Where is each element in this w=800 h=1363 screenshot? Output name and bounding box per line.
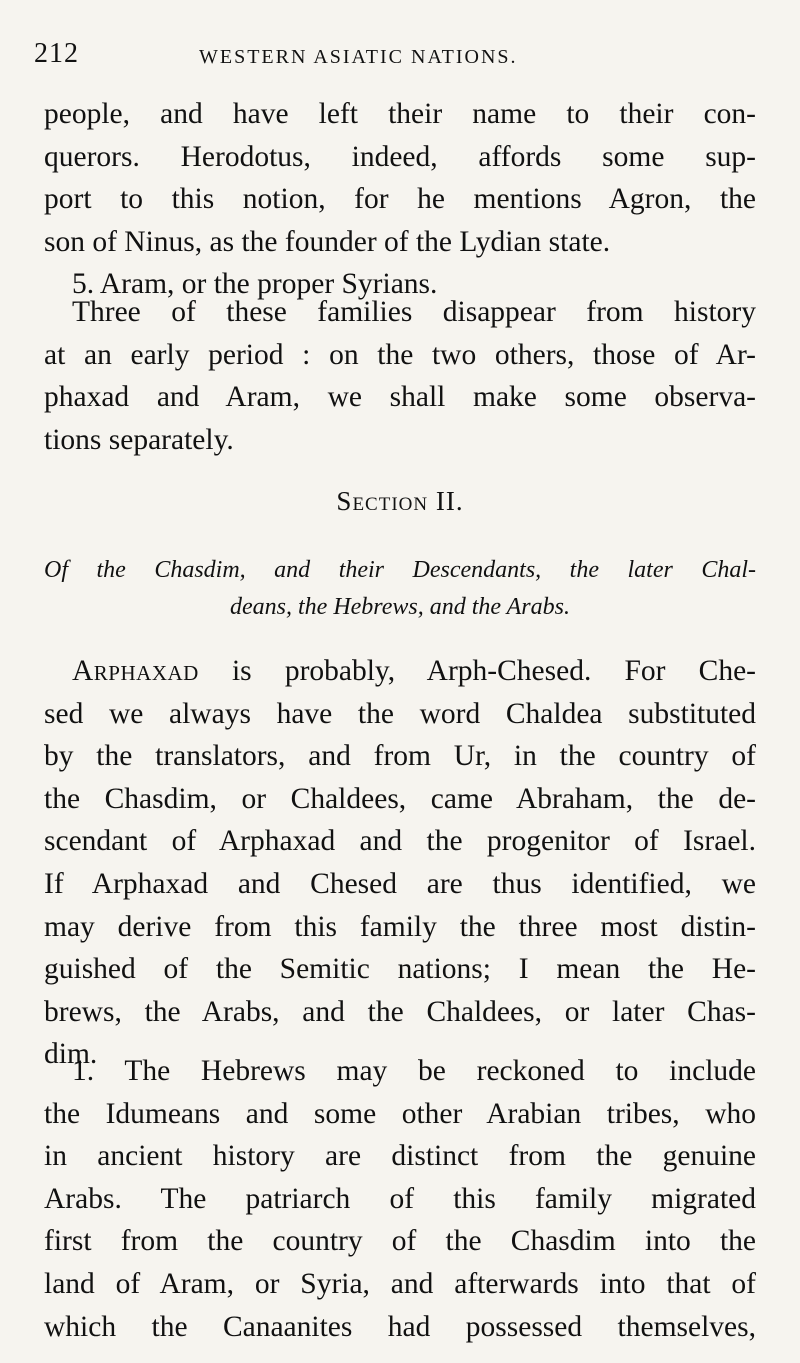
text-line: may derive from this family the three most distin- <box>44 910 756 943</box>
text-line: dim. <box>44 1038 98 1071</box>
paragraph-hebrews <box>44 1050 756 1348</box>
text-line: son of Ninus, as the founder of the Lydian state. <box>44 225 611 258</box>
text-line: Arabs. The patriarch of this family migrated <box>44 1182 756 1215</box>
text-line: phaxad and Aram, we shall make some observa- <box>44 381 756 414</box>
text-line: querors. Herodotus, indeed, affords some sup- <box>44 140 756 173</box>
text-line: at an early period : on the two others, those of Ar- <box>44 338 756 371</box>
paragraph-continuation <box>44 93 756 306</box>
paragraph-families <box>44 291 756 461</box>
text-line: first from the country of the Chasdim into the <box>44 1225 756 1258</box>
text-line: sed we always have the word Chaldea substituted <box>44 697 756 730</box>
running-head: WESTERN ASIATIC NATIONS. <box>199 46 518 68</box>
text-line: Three of these families disappear from history <box>72 296 756 328</box>
section-heading <box>0 486 800 517</box>
lead-word: Arphaxad <box>72 655 199 687</box>
text-line: 1. The Hebrews may be reckoned to include <box>72 1055 756 1087</box>
text-line: brews, the Arabs, and the Chaldees, or later Chas- <box>44 995 756 1028</box>
text-line: If Arphaxad and Chesed are thus identified, we <box>44 867 756 900</box>
subtitle-line: deans, the Hebrews, and the Arabs. <box>230 594 570 620</box>
section-label: Section <box>336 486 429 516</box>
text-line: the Chasdim, or Chaldees, came Abraham, the de- <box>44 782 756 815</box>
text-line: port to this notion, for he mentions Agron, the <box>44 183 756 216</box>
text-line: guished of the Semitic nations; I mean the He- <box>44 953 756 986</box>
paragraph-arphaxad <box>44 650 756 1076</box>
text-line: tions separately. <box>44 423 234 456</box>
text-line: people, and have left their name to their con- <box>44 98 756 130</box>
subtitle-line: Of the Chasdim, and their Descendants, the later Chal- <box>44 557 756 583</box>
text-line: in ancient history are distinct from the genuine <box>44 1140 756 1173</box>
text-line: land of Aram, or Syria, and afterwards into that of <box>44 1267 756 1300</box>
page-number: 212 <box>34 38 79 69</box>
text-line <box>44 650 756 693</box>
list-item-aram: 5. Aram, or the proper Syrians. <box>72 268 438 301</box>
page-header <box>34 38 754 78</box>
text-line: the Idumeans and some other Arabian tribes, who <box>44 1097 756 1130</box>
text-line: by the translators, and from Ur, in the country of <box>44 740 756 773</box>
text-fragment: is probably, Arph-Chesed. For Che- <box>198 655 756 687</box>
text-line: which the Canaanites had possessed themselves, <box>44 1310 756 1343</box>
text-line: scendant of Arphaxad and the progenitor of Israel. <box>44 825 756 858</box>
section-number: II. <box>435 486 464 516</box>
section-subtitle <box>44 552 756 626</box>
